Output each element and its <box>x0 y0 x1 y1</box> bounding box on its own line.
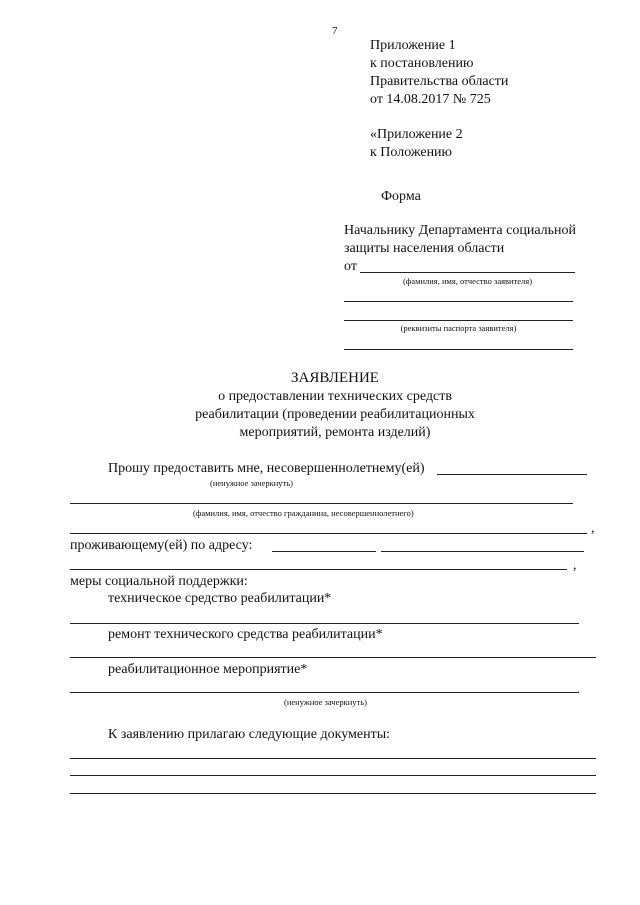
appendix-line-2: к постановлению <box>370 56 474 71</box>
address-line-a[interactable] <box>272 551 376 552</box>
attachments-line-3[interactable] <box>70 793 596 794</box>
addressee-line-1: Начальнику Департамента социальной <box>344 223 577 238</box>
support-label: меры социальной поддержки: <box>70 574 248 589</box>
request-text: Прошу предоставить мне, несовершеннолетнему(ей) <box>108 461 425 476</box>
appendix-line-1: Приложение 1 <box>370 38 456 53</box>
comma-2: , <box>573 558 577 573</box>
strike-caption-1: (ненужное зачеркнуть) <box>210 478 293 488</box>
appendix2-line-2: к Положению <box>370 145 453 160</box>
title-sub-2: реабилитации (проведении реабилитационных <box>195 407 475 422</box>
option-3-line[interactable] <box>70 692 579 693</box>
applicant-name-caption: (фамилия, имя, отчество заявителя) <box>402 276 533 286</box>
title-main: ЗАЯВЛЕНИЕ <box>291 370 379 386</box>
option-1-line[interactable] <box>70 623 579 624</box>
address-label: проживающему(ей) по адресу: <box>70 538 253 553</box>
applicant-passport-line[interactable] <box>344 320 573 321</box>
title-sub-3: мероприятий, ремонта изделий) <box>239 425 431 440</box>
person-name-line-2[interactable] <box>70 533 587 534</box>
comma-1: , <box>591 521 595 536</box>
person-name-caption: (фамилия, имя, отчество гражданина, несовершеннолетнего) <box>193 508 414 518</box>
request-line[interactable] <box>437 474 587 475</box>
title-sub-1: о предоставлении технических средств <box>218 389 452 404</box>
option-repair: ремонт технического средства реабилитации* <box>108 627 383 642</box>
address-line-2[interactable] <box>70 569 567 570</box>
appendix-line-3: Правительства области <box>370 74 509 89</box>
appendix2-line-1: «Приложение 2 <box>370 127 463 142</box>
applicant-extra-line-1[interactable] <box>344 301 573 302</box>
strike-caption-2: (ненужное зачеркнуть) <box>284 697 367 707</box>
address-line-b[interactable] <box>381 551 584 552</box>
attachments-line-2[interactable] <box>70 775 596 776</box>
attachments-line-1[interactable] <box>70 758 596 759</box>
appendix-line-4: от 14.08.2017 № 725 <box>370 92 491 107</box>
option-tech-device: техническое средство реабилитации* <box>108 591 332 606</box>
applicant-passport-caption: (реквизиты паспорта заявителя) <box>400 323 517 333</box>
addressee-line-2: защиты населения области <box>344 241 505 256</box>
applicant-name-line[interactable] <box>360 272 575 273</box>
option-2-line[interactable] <box>70 657 596 658</box>
applicant-passport-line-2[interactable] <box>344 349 573 350</box>
attachments-label: К заявлению прилагаю следующие документы: <box>108 727 391 742</box>
form-label: Форма <box>381 189 421 204</box>
addressee-from: от <box>344 259 357 274</box>
option-rehab-event: реабилитационное мероприятие* <box>108 662 308 677</box>
page-number: 7 <box>332 25 338 37</box>
person-name-line[interactable] <box>70 503 573 504</box>
